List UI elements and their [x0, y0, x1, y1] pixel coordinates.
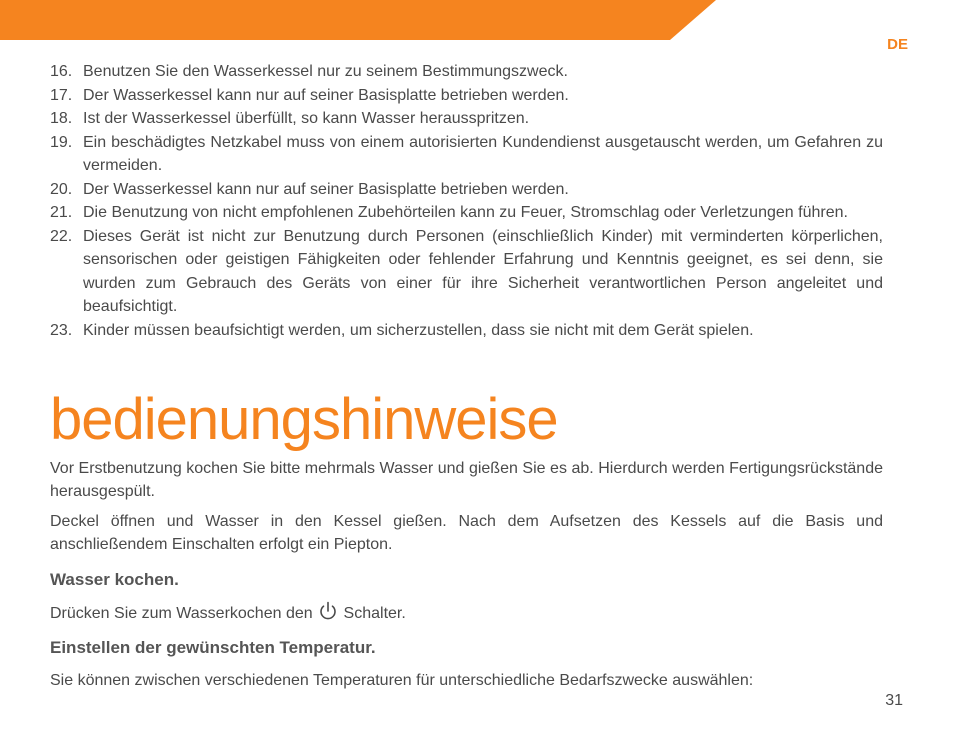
- list-item: [50, 319, 883, 343]
- page-number: 31: [885, 692, 903, 709]
- list-text: Der Wasserkessel kann nur auf seiner Basisplatte betrieben werden.: [83, 86, 569, 104]
- header-banner: [0, 0, 716, 40]
- list-item: [50, 201, 883, 225]
- boil-instruction: [50, 600, 883, 625]
- list-text: Der Wasserkessel kann nur auf seiner Basisplatte betrieben werden.: [83, 180, 569, 198]
- list-item: [50, 107, 883, 131]
- list-number: 23.: [50, 321, 73, 339]
- list-text: Ist der Wasserkessel überfüllt, so kann Wasser herausspritzen.: [83, 110, 530, 127]
- list-number: 21.: [50, 204, 73, 221]
- temperature-paragraph: Sie können zwischen verschiedenen Temperaturen für unterschiedliche Bedarfszwecke auswählen:: [50, 672, 754, 689]
- list-text: Ein beschädigtes Netzkabel muss von einem autorisierten Kundendienst ausgetauscht werden, um Gefahren zu vermeiden.: [83, 133, 883, 174]
- list-item: [50, 84, 883, 108]
- subheading-boil-water: Wasser kochen.: [50, 570, 179, 589]
- language-label: DE: [887, 36, 908, 53]
- list-item: [50, 60, 883, 84]
- fill-paragraph: Deckel öffnen und Wasser in den Kessel gießen. Nach dem Aufsetzen des Kessels auf die Basis und anschließendem Einschalten erfolgt ein Piepton.: [50, 513, 883, 553]
- subheading-set-temperature: Einstellen der gewünschten Temperatur.: [50, 638, 376, 657]
- list-number: 22.: [50, 227, 73, 245]
- list-text: Die Benutzung von nicht empfohlenen Zubehörteilen kann zu Feuer, Stromschlag oder Verletzungen führen.: [83, 204, 848, 221]
- list-item: [50, 178, 883, 202]
- section-title: bedienungshinweise: [50, 387, 558, 452]
- safety-list: [50, 60, 883, 342]
- list-number: 16.: [50, 63, 73, 80]
- list-item: [50, 225, 883, 319]
- intro-paragraph: Vor Erstbenutzung kochen Sie bitte mehrmals Wasser und gießen Sie es ab. Hierdurch werden Fertigungsrückstände herausgespült.: [50, 460, 883, 500]
- list-number: 18.: [50, 110, 73, 127]
- boil-text-before: Drücken Sie zum Wasserkochen den: [50, 605, 313, 622]
- list-text: Kinder müssen beaufsichtigt werden, um sicherzustellen, dass sie nicht mit dem Gerät spielen.: [83, 321, 754, 339]
- boil-text-after: Schalter.: [343, 605, 406, 622]
- list-text: Benutzen Sie den Wasserkessel nur zu seinem Bestimmungszweck.: [83, 63, 568, 80]
- list-item: [50, 131, 883, 178]
- list-text: Dieses Gerät ist nicht zur Benutzung durch Personen (einschließlich Kinder) mit verminderten körperlichen, sensorischen oder geistigen Fähigkeiten oder fehlender Erfahrung und Kenntnis geeignet, es sei denn, sie wurden zum Gebrauch des Geräts von einer für ihre Sicherheit verantwortlichen Person angeleitet und beaufsichtigt.: [83, 227, 883, 315]
- list-number: 17.: [50, 86, 73, 104]
- power-icon: [317, 600, 339, 622]
- list-number: 20.: [50, 180, 73, 198]
- list-number: 19.: [50, 133, 73, 151]
